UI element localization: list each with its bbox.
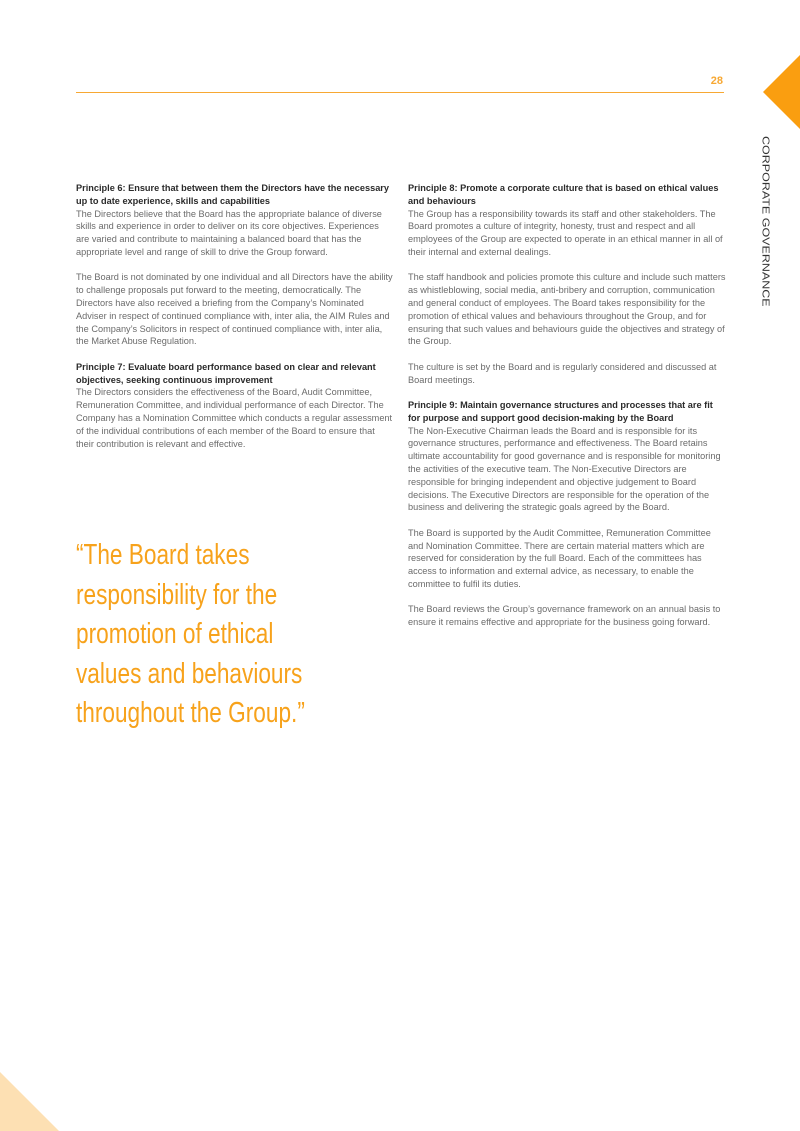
principle-8-heading: Principle 8: Promote a corporate culture that is based on ethical values and behaviours [408, 183, 719, 206]
principle-9-paragraph-3: The Board reviews the Group’s governance framework on an annual basis to ensure it remains effective and appropriate for the business going forward. [408, 604, 721, 628]
left-column [76, 182, 394, 463]
principle-6-paragraph-1: The Directors believe that the Board has the appropriate balance of diverse skills and experience in order to deliver on its core objectives. Experiences are varied and contribute to maintaining a balanced board that has the appropriate level and range of skill to drive the Group forward. [76, 208, 382, 257]
principle-6-paragraph-2: The Board is not dominated by one individual and all Directors have the ability to challenge proposals put forward to the meeting, democratically. The Directors have also received a briefing from the Company’s Nominated Adviser in respect of continued compliance with, inter alia, the AIM Rules and the Company’s Solicitors in respect of continued compliance with, inter alia, the Market Abuse Regulation. [76, 272, 393, 347]
principle-8-paragraph-2: The staff handbook and policies promote this culture and include such matters as whistleblowing, social media, anti-bribery and corruption, communication and general conduct of employees. The Board takes responsibility for the promotion of ethical values and behaviours throughout the Group, and for ensuring that such values and behaviours guide the objectives and strategy of the Group. [408, 272, 726, 347]
pull-quote-line: “The Board takes [76, 539, 250, 571]
pull-quote-line: promotion of ethical [76, 618, 274, 650]
page-number: 28 [710, 75, 723, 87]
pull-quote [76, 536, 310, 734]
principle-6-heading: Principle 6: Ensure that between them the Directors have the necessary up to date experience, skills and capabilities [76, 183, 389, 206]
principle-9-section [408, 399, 726, 629]
principle-7-heading: Principle 7: Evaluate board performance based on clear and relevant objectives, seeking continuous improvement [76, 361, 376, 385]
principle-7-section [76, 361, 394, 451]
principle-7-paragraph-1: The Directors considers the effectiveness of the Board, Audit Committee, Remuneration Committee, and individual performance of each Director. The Company has a Nomination Committee which conducts a regular assessment of the individual contributions of each member of the Board to ensure that their contribution is relevant and effective. [76, 387, 393, 449]
pull-quote-line: values and behaviours [76, 657, 303, 690]
section-label: CORPORATE GOVERNANCE [760, 136, 772, 307]
principle-8-paragraph-3: The culture is set by the Board and is regularly considered and discussed at Board meetings. [408, 361, 717, 385]
right-column [408, 182, 726, 641]
principle-8-paragraph-1: The Group has a responsibility towards its staff and other stakeholders. The Board promotes a culture of integrity, honesty, trust and respect and all employees of the Group are expected to operate in an ethical manner in all of their internal and external dealings. [408, 208, 723, 257]
pull-quote-line: responsibility for the [76, 578, 278, 611]
pull-quote-line: throughout the Group.” [76, 697, 305, 729]
corner-triangle-decoration [763, 55, 800, 129]
principle-6-section [76, 182, 394, 348]
principle-8-section [408, 182, 726, 386]
principle-9-paragraph-1: The Non-Executive Chairman leads the Board and is responsible for its governance structures, performance and effectiveness. The Board retains ultimate accountability for good governance and is responsible for monitoring the activities of the executive team. The Non-Executive Directors are responsible for bringing independent and objective judgement to Board decisions. The Executive Directors are responsible for the operation of the business and delivering the strategic goals agreed by the Board. [408, 425, 721, 513]
principle-9-heading: Principle 9: Maintain governance structures and processes that are fit for purpose and support good decision-making by the Board [408, 399, 713, 423]
principle-9-paragraph-2: The Board is supported by the Audit Committee, Remuneration Committee and Nomination Committee. There are certain material matters which are reserved for consideration by the full Board. Each of the committees has access to information and external advice, as necessary, to enable the committee to fulfil its duties. [408, 527, 711, 589]
corner-triangle-decoration-bottom [0, 1072, 59, 1131]
header-divider [76, 92, 724, 93]
